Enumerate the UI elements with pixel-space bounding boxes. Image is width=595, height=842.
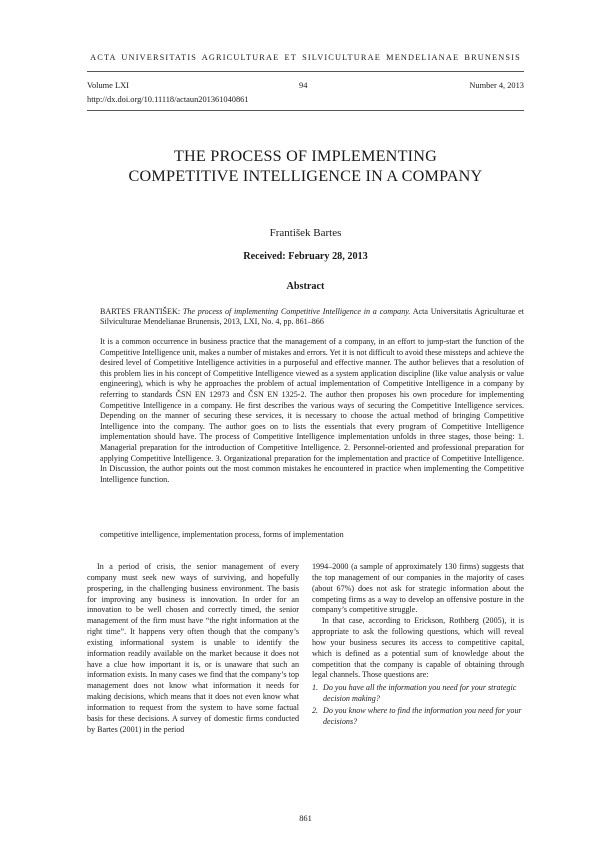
header-rule-top (87, 71, 524, 72)
right-column (312, 562, 524, 729)
list-item (312, 683, 524, 705)
header-rule-bottom (87, 110, 524, 111)
received-date: Received: February 28, 2013 (243, 251, 368, 262)
left-column (87, 562, 299, 736)
page-number: 861 (299, 814, 312, 823)
list-item-text: Do you have all the information you need for your strategic decision making? (323, 683, 517, 704)
citation-title: The process of implementing Competitive Intelligence in a company. (182, 307, 411, 316)
citation-author: BARTES FRANTIŠEK: (100, 307, 181, 316)
body-paragraph: 1994–2000 (a sample of approximately 130 firms) suggests that the top management of our companies in the majority of cases (about 67%) does not ask for strategic information about the competing firms as a way to develop an offensive posture in the company’s competitive struggle. (312, 562, 524, 615)
doi-link[interactable]: http://dx.doi.org/10.11118/actaun201361040861 (87, 95, 249, 104)
title-line-2: COMPETITIVE INTELLIGENCE IN A COMPANY (128, 166, 483, 185)
article-title (87, 147, 524, 186)
journal-title: ACTA UNIVERSITATIS AGRICULTURAE ET SILVICULTURAE MENDELIANAE BRUNENSIS (90, 53, 521, 62)
keywords: competitive intelligence, implementation process, forms of implementation (100, 530, 344, 539)
list-item-number: 1. (312, 683, 319, 693)
body-paragraph: In that case, according to Erickson, Rothberg (2005), it is appropriate to ask the following questions, which will reveal how your business secures its access to competitive capital, which is defined as a potential sum of knowledge about the competition that the company is capable of obtaining through legal channels. Those questions are: (312, 616, 524, 680)
issue-label: Number 4, 2013 (469, 81, 524, 90)
list-item (312, 706, 524, 728)
citation-source: Acta Universitatis Agriculturae et Silviculturae Mendelianae Brunensis, 2013, LXI, No. 4, pp. 861–866 (100, 307, 524, 327)
list-item-text: Do you know where to find the information you need for your decisions? (323, 705, 522, 726)
author-name: František Bartes (269, 227, 342, 239)
title-line-1: THE PROCESS OF IMPLEMENTING (173, 147, 438, 165)
question-list (312, 683, 524, 727)
abstract-heading: Abstract (286, 281, 325, 292)
body-paragraph: In a period of crisis, the senior management of every company must seek new ways of surviving, and hopefully prospering, in the challenging business environment. The basis for improving any business is innovation. In order for an innovation to be well chosen and correctly timed, the senior management of the firm must have “the right information at the right time”. It happens very often though that the company’s existing informational system is unable to identify the information readily available on the market because it does not have a clue how important it is, or is unaware that such an information exists. In many cases we find that the company’s top management does not know what information it needs for making decisions, which means that it does not even know what information to request from the system to have some factual basis for these decisions. A survey of domestic firms conducted by Bartes (2001) in the period (87, 562, 299, 734)
list-item-number: 2. (312, 705, 319, 715)
header-page-number: 94 (299, 81, 308, 90)
citation (100, 307, 524, 327)
volume-label: Volume LXI (87, 81, 129, 90)
abstract-body: It is a common occurrence in business practice that the management of a company, in an effort to jump-start the function of the Competitive Intelligence unit, makes a number of mistakes and errors. Yet it is not difficult to avoid these missteps and achieve the desired level of Competitive Intelligence activities in a purposeful and effective manner. The author believes that a resolution of this problem lies in his concept of Competitive Intelligence viewed as a system application discipline (like value analysis or value engineering), which is why he approaches the problem of actual implementation of Competitive Intelligence in a company by referring to standards ČSN EN 12973 and ČSN EN 1325-2. The author then proposes his own procedure for implementing Competitive Intelligence in a company. He first describes the various ways of securing the Competitive Intelligence services. Depending on the manner of securing these services, it is necessary to choose the actual method of bringing Competitive Intelligence into the company. The author goes on to lists the essentials that every program of Competitive Intelligence implementation should have. The process of Competitive Intelligence implementation unfolds in three stages, those being: 1. Managerial preparation for the introduction of Competitive Intelligence. 2. Personnel-oriented and professional preparation for applying Competitive Intelligence. 3. Organizational preparation for the implementation and practice of Competitive Intelligence. In Discussion, the author points out the most common mistakes he encountered in practice when implementing the Competitive Intelligence function. (100, 337, 524, 484)
